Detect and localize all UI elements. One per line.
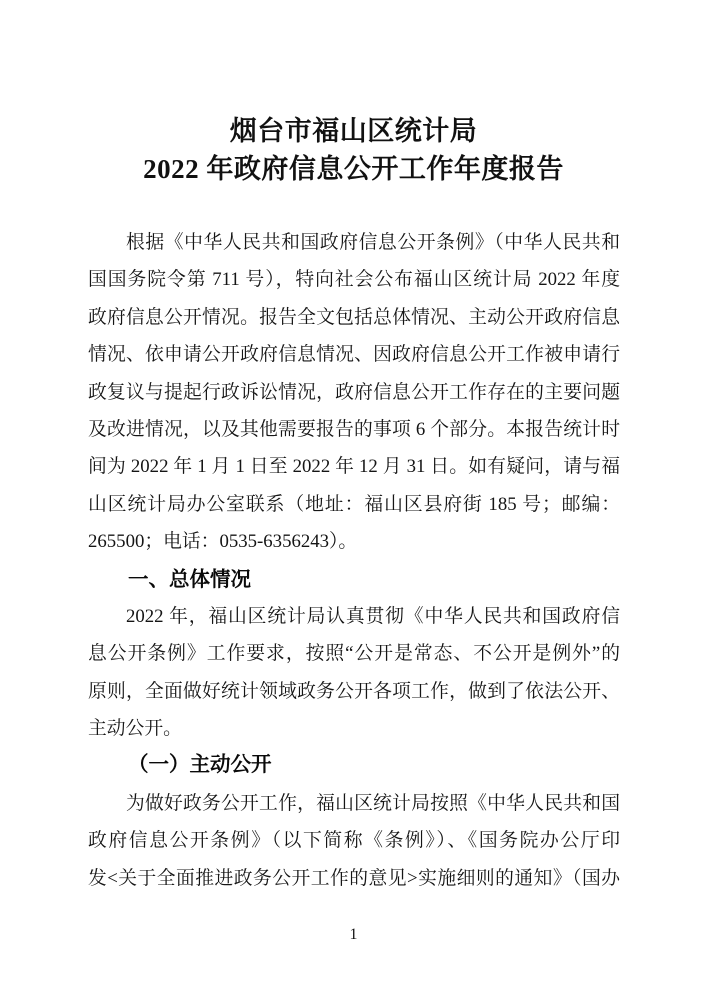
body-line: 2022 年，福山区统计局认真贯彻《中华人民共和国政府信: [126, 605, 620, 627]
body-line: 政府信息公开情况。报告全文包括总体情况、主动公开政府信息: [88, 306, 620, 328]
body-line: 及改进情况，以及其他需要报告的事项 6 个部分。本报告统计时: [88, 418, 620, 440]
body-line: 根据《中华人民共和国政府信息公开条例》（中华人民共和: [126, 232, 620, 253]
body-line: 山区统计局办公室联系（地址：福山区县府街 185 号；邮编：: [88, 493, 620, 515]
subsection-heading-proactive-disclosure: （一）主动公开: [128, 754, 272, 777]
body-line: 发<关于全面推进政务公开工作的意见>实施细则的通知》（国办: [88, 867, 620, 889]
page-footer: [0, 925, 707, 945]
document-title: [0, 0, 707, 188]
body-line: 265500；电话：0535-6356243）。: [88, 531, 358, 553]
document-title-line-1: 烟台市福山区统计局: [229, 116, 478, 146]
section-heading-overall-situation: 一、总体情况: [128, 567, 251, 591]
body-line: 为做好政务公开工作，福山区统计局按照《中华人民共和国: [126, 792, 620, 814]
body-line: 间为 2022 年 1 月 1 日至 2022 年 12 月 31 日。如有疑问，请与福: [88, 456, 620, 478]
body-line: 息公开条例》工作要求，按照“公开是常态、不公开是例外”的: [88, 643, 620, 665]
body-line: 国国务院令第 711 号），特向社会公布福山区统计局 2022 年度: [88, 269, 620, 291]
document-body: [88, 224, 620, 897]
body-line: 主动公开。: [88, 718, 182, 740]
body-line: 原则，全面做好统计领域政务公开各项工作，做到了依法公开、: [88, 680, 620, 702]
body-line: 政府信息公开条例》（以下简称《条例》）、《国务院办公厅印: [88, 830, 620, 852]
body-line: 情况、依申请公开政府信息情况、因政府信息公开工作被申请行: [88, 344, 620, 366]
document-title-line-2: 2022 年政府信息公开工作年度报告: [143, 154, 564, 184]
body-line: 政复议与提起行政诉讼情况，政府信息公开工作存在的主要问题: [88, 381, 620, 403]
page-number: 1: [349, 926, 358, 944]
